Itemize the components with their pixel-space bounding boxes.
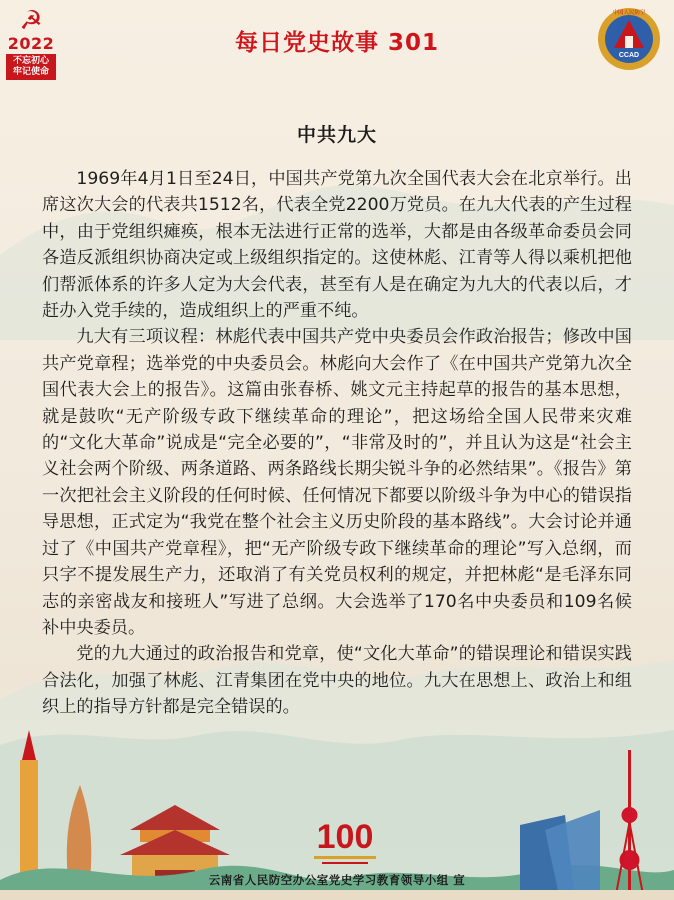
article-paragraph-3: 党的九大通过的政治报告和党章，使“文化大革命”的错误理论和错误实践合法化，加强了林彪、江青集团在党中央的地位。九大在思想上、政治上和组织上的指导方针都是完全错误的。	[42, 644, 632, 718]
ccad-ring-text: 中国人民防空	[612, 10, 646, 16]
series-title: 每日党史故事 301	[234, 30, 440, 56]
article-body	[42, 166, 632, 721]
article-paragraph-1: 1969年4月1日至24日，中国共产党第九次全国代表大会在北京举行。出席这次大会的代表共1512名，代表全党2200万党员。在九大代表的产生过程中，由于党组织瘫痪，根本无法进行正常的选举，大都是由各级革命委员会同各造反派组织协商决定或上级组织指定的。这使林彪、江青等人得以乘机把他们帮派体系的许多人定为大会代表，甚至有人是在确定为九大的代表以后，才赶办入党手续的，造成组织上的严重不纯。	[42, 169, 632, 322]
slogan-line-2: 牢记使命	[12, 67, 49, 77]
ccad-logo-text: CCAD	[618, 52, 640, 59]
badge-year: 2022	[7, 34, 55, 53]
badge-slogan	[6, 54, 56, 80]
slogan-line-1: 不忘初心	[12, 56, 49, 66]
article-paragraph-2: 九大有三项议程：林彪代表中国共产党中央委员会作政治报告；修改中国共产党章程；选举党的中央委员会。林彪向大会作了《在中国共产党第九次全国代表大会上的报告》。这篇由张春桥、姚文元主持起草的报告的基本思想，就是鼓吹“无产阶级专政下继续革命的理论”，把这场给全国人民带来灾难的“文化大革命”说成是“完全必要的”，“非常及时的”，并且认为这是“社会主义社会两个阶级、两条道路、两条路线长期尖锐斗争的必然结果”。《报告》第一次把社会主义阶段的任何时候、任何情况下都要以阶级斗争为中心的错误指导思想，正式定为“我党在整个社会主义历史阶段的基本路线”。大会讨论并通过了《中国共产党章程》，把“无产阶级专政下继续革命的理论”写入总纲，而只字不提发展生产力，还取消了有关党员权利的规定，并把林彪“是毛泽东同志的亲密战友和接班人”写进了总纲。大会选举了170名中央委员和109名候补中央委员。	[42, 327, 632, 638]
ccad-logo-icon	[596, 6, 662, 72]
article-title: 中共九大	[296, 124, 377, 146]
footer-organization: 云南省人民防空办公室党史学习教育领导小组 宣	[208, 873, 466, 887]
centenary-logo-icon	[300, 812, 390, 872]
centenary-number: 100	[316, 818, 374, 856]
hammer-sickle-icon: ☭	[19, 6, 43, 36]
